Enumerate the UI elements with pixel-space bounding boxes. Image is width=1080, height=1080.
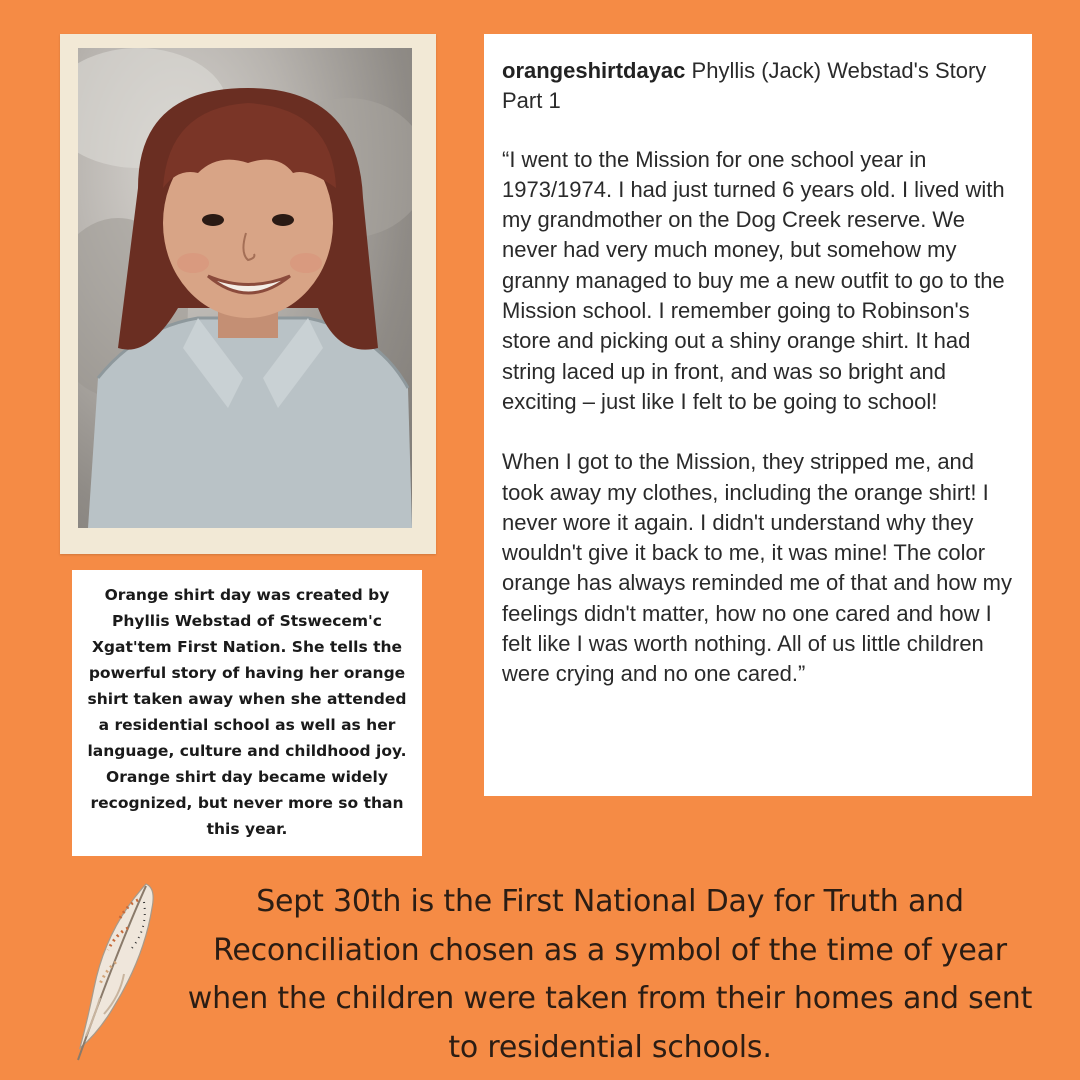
caption-box <box>72 570 422 856</box>
child-portrait-illustration <box>78 48 412 528</box>
story-paragraph-2: When I got to the Mission, they stripped me, and took away my clothes, including the orange shirt! I never wore it again. I didn't understand why they wouldn't give it back to me, it was mine! The color orange has always reminded me of that and how my feelings didn't matter, how no one cared and how I felt like I was worth nothing. All of us little children were crying and no one cared.” <box>502 449 1012 687</box>
feather-icon <box>58 878 158 1068</box>
caption-text: Orange shirt day was created by Phyllis Webstad of Stswecem'c Xgat'tem First Nation. She tells the powerful story of having her orange shirt taken away when she attended a residential school as well as her language, culture and childhood joy. Orange shirt day became widely recognized, but never more so than this year. <box>87 586 407 838</box>
photo-frame <box>60 34 436 554</box>
story-header <box>502 56 1014 117</box>
banner-message: Sept 30th is the First National Day for Truth and Reconciliation chosen as a symbol of the time of year when the children were taken from their homes and sent to residential schools. <box>187 884 1033 1065</box>
child-photo <box>78 48 412 528</box>
account-handle[interactable]: orangeshirtdayac <box>502 58 686 83</box>
story-paragraph-1: “I went to the Mission for one school year in 1973/1974. I had just turned 6 years old. I lived with my grandmother on the Dog Creek reserve. We never had very much money, but somehow my granny managed to buy me a new outfit to go to the Mission school. I remember going to Robinson's store and picking out a shiny orange shirt. It had string laced up in front, and was so bright and exciting – just like I felt to be going to school! <box>502 146 1005 414</box>
story-title: Phyllis (Jack) Webstad's Story Part 1 <box>502 58 987 114</box>
story-panel <box>484 34 1032 796</box>
